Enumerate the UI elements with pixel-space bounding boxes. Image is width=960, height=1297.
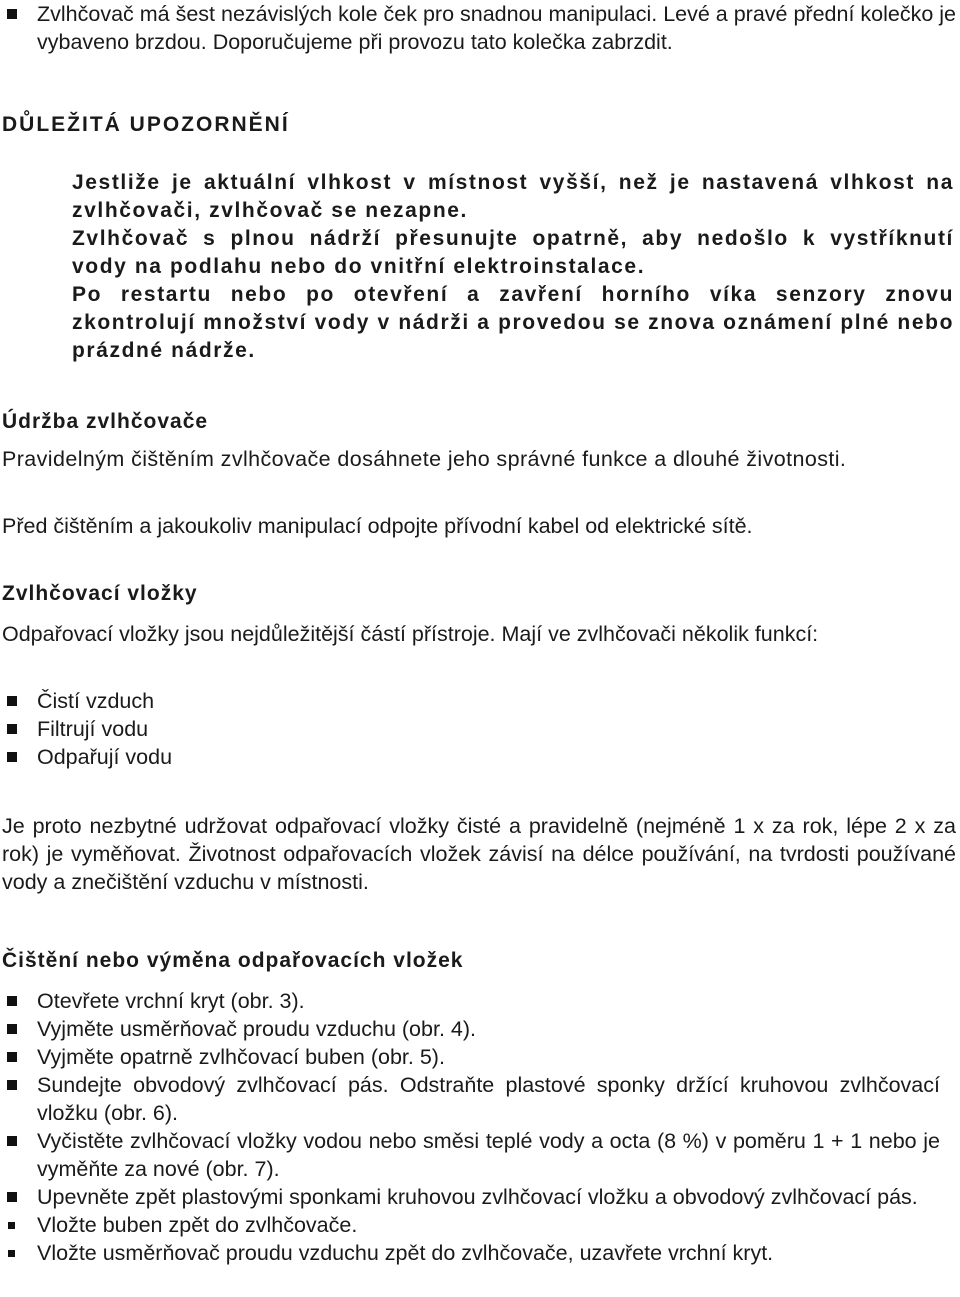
bullet-square-icon xyxy=(7,1080,17,1090)
warning-notices xyxy=(0,169,958,365)
bullet-square-icon xyxy=(7,9,17,19)
step-text: Otevřete vrchní kryt (obr. 3). xyxy=(37,989,305,1013)
step-text: Sundejte obvodový zvlhčovací pás. Odstraňte plastové sponky držící kruhovou zvlhčovací vložku (obr. 6). xyxy=(37,1073,940,1125)
list-item xyxy=(0,1015,940,1043)
pads-heading: Zvlhčovací vložky xyxy=(2,582,198,605)
maintenance-heading: Údržba zvlhčovače xyxy=(2,410,209,433)
bullet-square-icon xyxy=(7,752,17,762)
warning-heading: DŮLEŽITÁ UPOZORNĚNÍ xyxy=(2,113,290,136)
bullet-square-icon xyxy=(7,1192,17,1202)
list-item xyxy=(0,1071,940,1127)
cleaning-steps-list xyxy=(0,987,940,1267)
bullet-square-icon xyxy=(7,996,17,1006)
step-text: Vyjměte opatrně zvlhčovací buben (obr. 5). xyxy=(37,1045,445,1069)
pads-paragraph: Odpařovací vložky jsou nejdůležitější částí přístroje. Mají ve zvlhčovači několik funkcí: xyxy=(2,622,819,646)
intro-bullet-text: Zvlhčovač má šest nezávislých kole ček pro snadnou manipulaci. Levé a pravé přední kolečko je vybaveno brzdou. Doporučujeme při provozu tato kolečka zabrzdit. xyxy=(37,2,957,54)
list-item xyxy=(0,715,956,743)
bullet-square-icon xyxy=(7,696,17,706)
step-text: Vložte buben zpět do zvlhčovače. xyxy=(37,1213,358,1237)
bullet-square-icon xyxy=(7,724,17,734)
cleaning-heading: Čištění nebo výměna odpařovacích vložek xyxy=(2,949,464,972)
list-item xyxy=(0,1211,940,1239)
list-item xyxy=(0,743,956,771)
function-label: Odpařují vodu xyxy=(37,745,173,769)
function-label: Filtrují vodu xyxy=(37,717,149,741)
list-item xyxy=(0,0,956,56)
step-text: Vyčistěte zvlhčovací vložky vodou nebo směsi teplé vody a octa (8 %) v poměru 1 + 1 nebo je vyměňte za nové (obr. 7). xyxy=(37,1129,940,1181)
list-item xyxy=(0,1183,940,1211)
bullet-square-icon xyxy=(8,1222,15,1229)
maintenance-paragraph: Pravidelným čištěním zvlhčovače dosáhnete jeho správné funkce a dlouhé životnosti. xyxy=(2,447,847,471)
pads-function-list xyxy=(0,687,956,771)
warning-paragraph: Zvlhčovač s plnou nádrží přesunujte opatrně, aby nedošlo k vystříknutí vody na podlahu nebo do vnitřní elektroinstalace. xyxy=(72,227,954,278)
step-text: Vyjměte usměrňovač proudu vzduchu (obr. 4). xyxy=(37,1017,476,1041)
pads-paragraph: Je proto nezbytné udržovat odpařovací vložky čisté a pravidelně (nejméně 1 x za rok, lépe 2 x za rok) je vyměňovat. Životnost odpařovacích vložek závisí na délce používání, na tvrdosti používané vody a znečištění vzduchu v místnosti. xyxy=(2,814,956,894)
warning-paragraph: Po restartu nebo po otevření a zavření horního víka senzory znovu zkontrolují množství vody v nádrži a provedou se znova oznámení plné nebo prázdné nádrže. xyxy=(72,283,954,362)
warning-paragraph: Jestliže je aktuální vlhkost v místnost vyšší, než je nastavená vlhkost na zvlhčovači, zvlhčovač se nezapne. xyxy=(72,171,954,222)
function-label: Čistí vzduch xyxy=(37,689,155,713)
bullet-square-icon xyxy=(7,1024,17,1034)
bullet-square-icon xyxy=(7,1052,17,1062)
list-item xyxy=(0,1239,940,1267)
bullet-square-icon xyxy=(8,1250,15,1257)
list-item xyxy=(0,687,956,715)
step-text: Upevněte zpět plastovými sponkami kruhovou zvlhčovací vložku a obvodový zvlhčovací pás. xyxy=(37,1185,918,1209)
list-item xyxy=(0,1043,940,1071)
bullet-square-icon xyxy=(7,1136,17,1146)
intro-list xyxy=(0,0,956,56)
step-text: Vložte usměrňovač proudu vzduchu zpět do zvlhčovače, uzavřete vrchní kryt. xyxy=(37,1241,774,1265)
list-item xyxy=(0,987,940,1015)
list-item xyxy=(0,1127,940,1183)
maintenance-paragraph: Před čištěním a jakoukoliv manipulací odpojte přívodní kabel od elektrické sítě. xyxy=(2,514,753,538)
